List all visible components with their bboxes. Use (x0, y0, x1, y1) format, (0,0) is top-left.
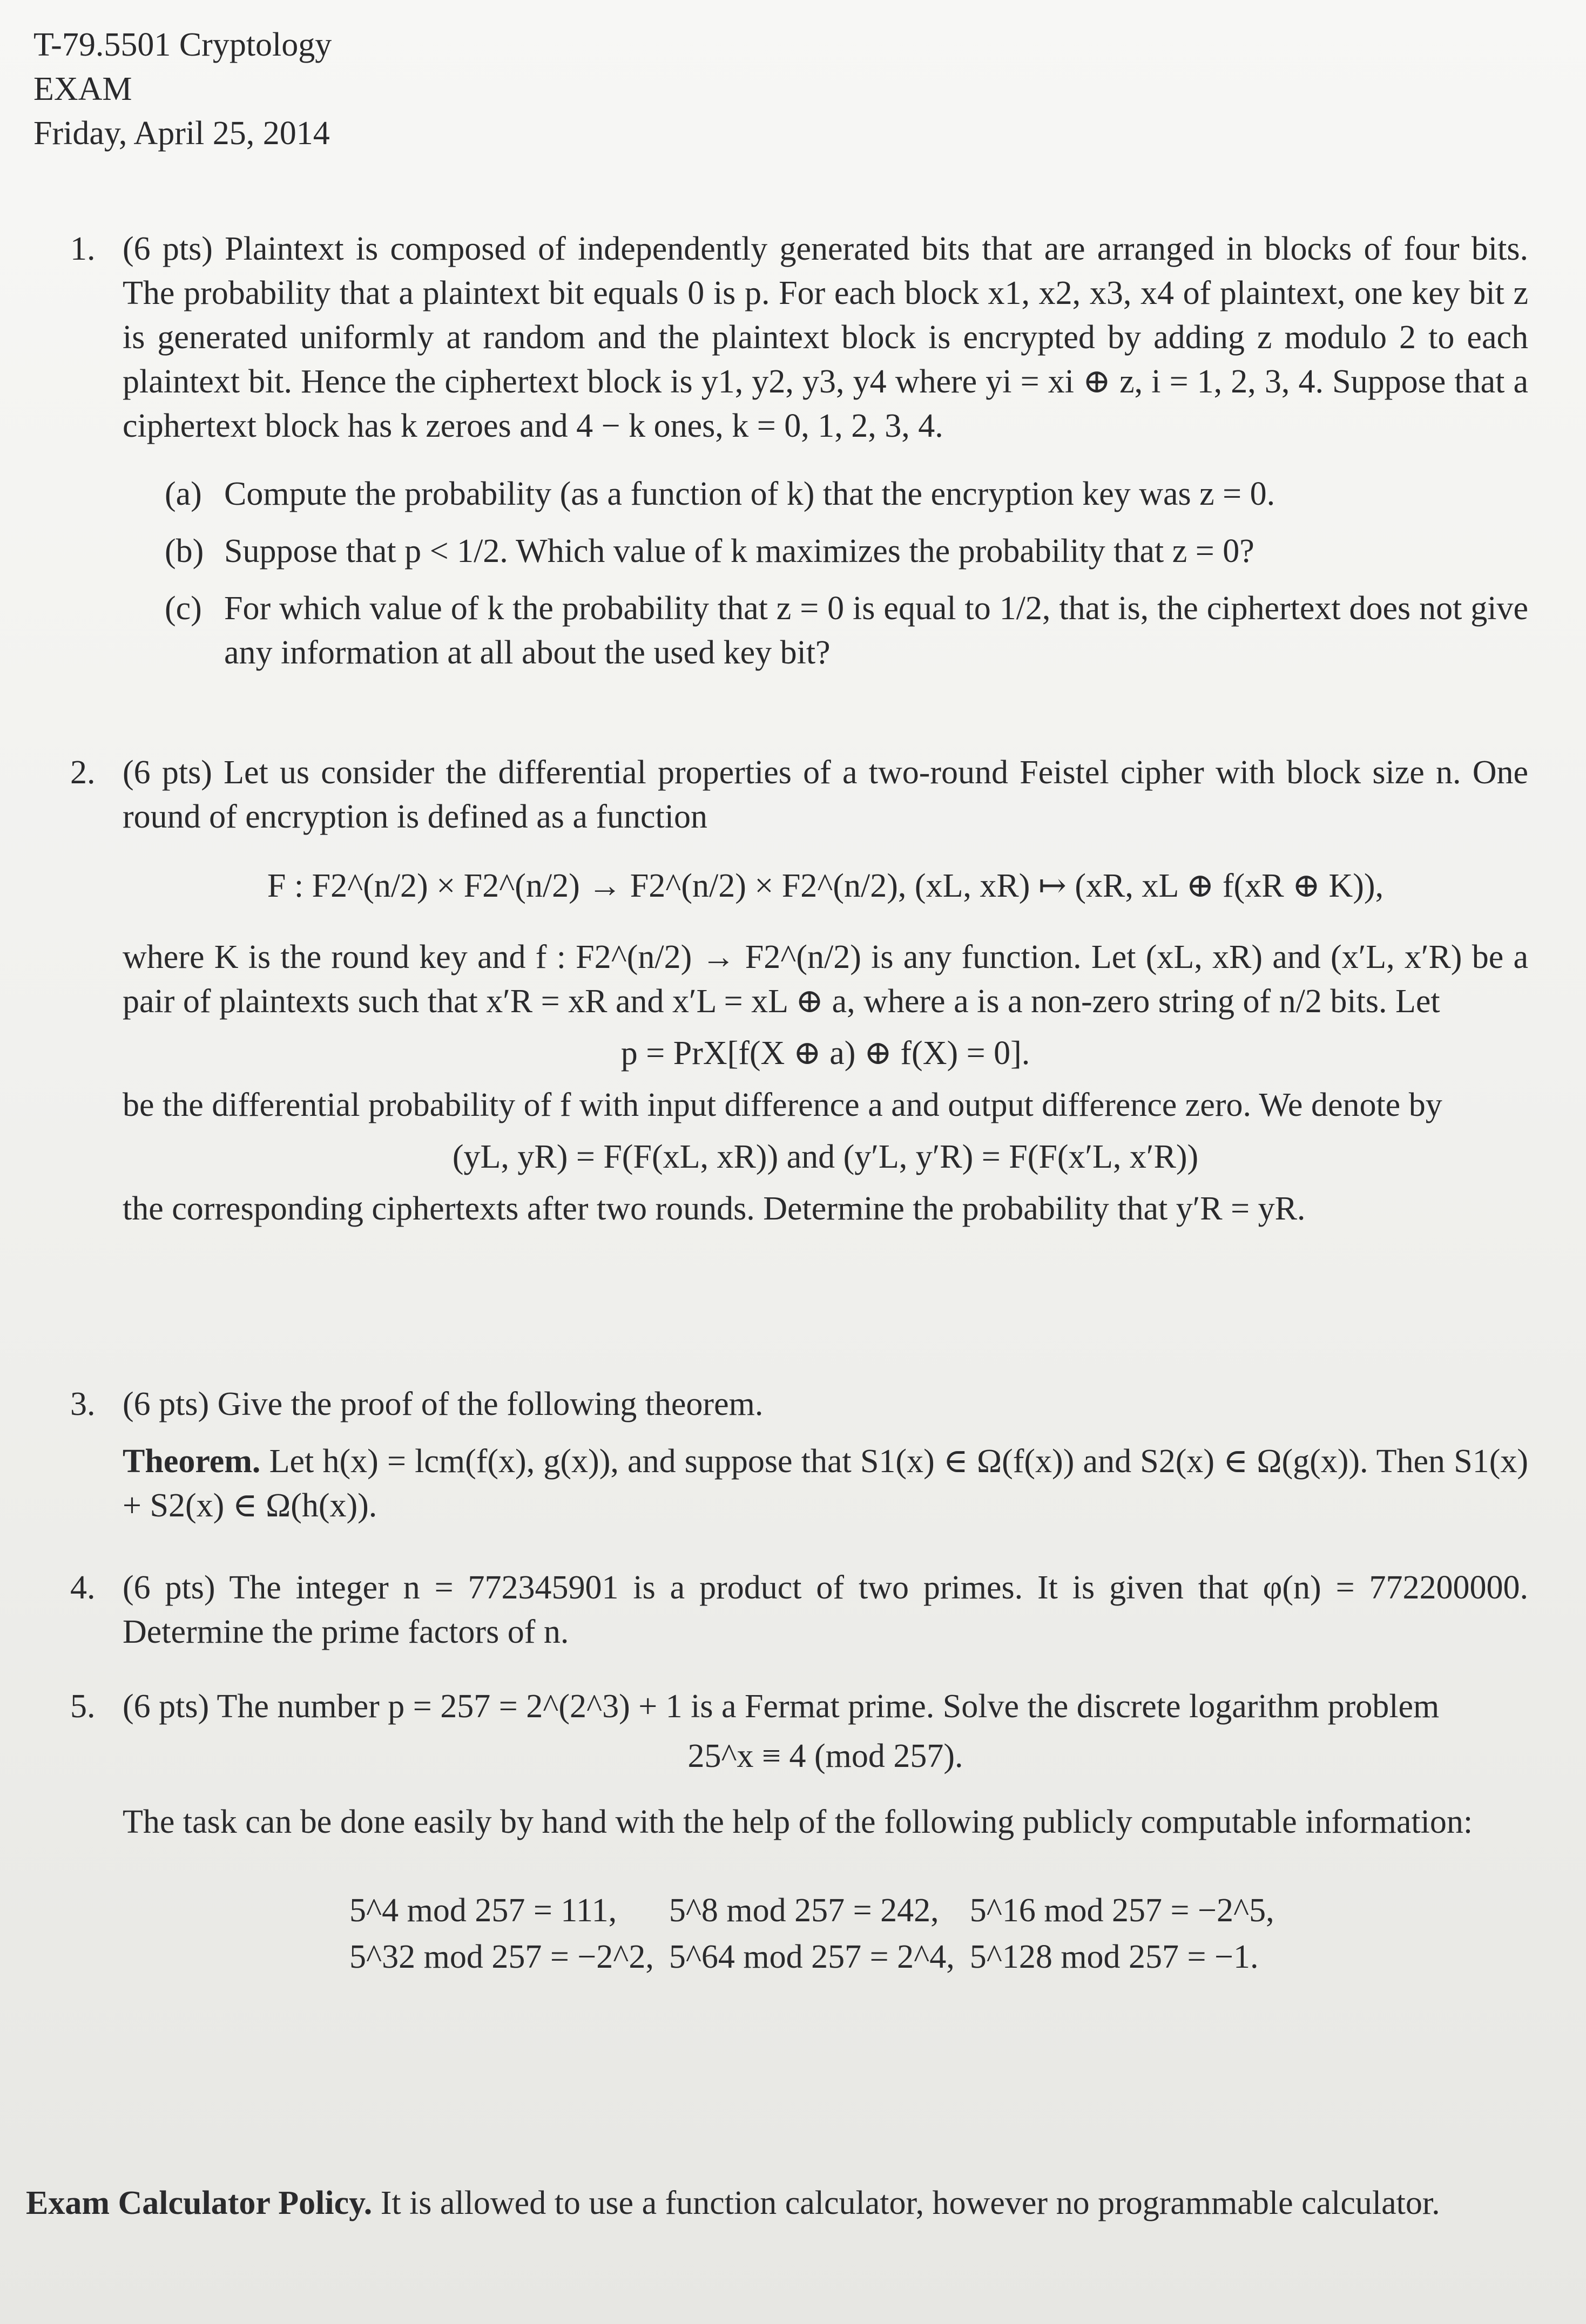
question-2-task: the corresponding ciphertexts after two rounds. Determine the probability that y′R = yR. (123, 1190, 1306, 1227)
ciphertext-equation: (yL, yR) = F(F(xL, xR)) and (y′L, y′R) = F(F(x′L, x′R)) (452, 1139, 1199, 1175)
part-text: Compute the probability (as a function of k) that the encryption key was z = 0. (224, 476, 1275, 512)
question-1a (165, 472, 1528, 516)
question-3-intro: (6 pts) Give the proof of the following theorem. (123, 1386, 764, 1422)
question-1-text: (6 pts) Plaintext is composed of independently generated bits that are arranged in blocks of four bits. The probability that a plaintext bit equals 0 is p. For each block x1, x2, x3, x4 of plaintext, one key bit z is generated uniformly at random and the plaintext block is encrypted by adding z modulo 2 to each plaintext bit. Hence the ciphertext block is y1, y2, y3, y4 where yi = xi ⊕ z, i = 1, 2, 3, 4. Suppose that a ciphertext block has k zeroes and 4 − k ones, k = 0, 1, 2, 3, 4. (123, 231, 1528, 444)
modular-powers-table (349, 1887, 1290, 1980)
exam-header (33, 23, 332, 155)
policy-text: It is allowed to use a function calculator, however no programmable calculator. (380, 2185, 1440, 2221)
theorem-text: Let h(x) = lcm(f(x), g(x)), and suppose that S1(x) ∈ Ω(f(x)) and S2(x) ∈ Ω(g(x)). Then S1(x) + S2(x) ∈ Ω(h(x)). (123, 1443, 1528, 1524)
calculator-policy (26, 2181, 1538, 2225)
differential-probability-equation: p = PrX[f(X ⊕ a) ⊕ f(X) = 0]. (620, 1035, 1030, 1072)
question-number: 4. (70, 1569, 96, 1606)
part-label: (c) (165, 590, 202, 627)
part-label: (a) (165, 476, 202, 512)
table-row (349, 1934, 1290, 1980)
exam-title: EXAM (33, 71, 132, 107)
discrete-log-equation: 25^x ≡ 4 (mod 257). (687, 1738, 963, 1774)
question-number: 2. (70, 754, 96, 791)
part-text: For which value of k the probability that z = 0 is equal to 1/2, that is, the ciphertext does not give any information at all about the used key bit? (224, 590, 1528, 671)
theorem-label: Theorem. (123, 1443, 261, 1480)
question-4 (70, 1566, 1528, 1654)
theorem (123, 1439, 1528, 1528)
power-fact: 5^64 mod 257 = 2^4, (669, 1939, 955, 1975)
power-fact: 5^32 mod 257 = −2^2, (349, 1939, 654, 1975)
course-title: T-79.5501 Cryptology (33, 26, 332, 63)
question-5-task: The task can be done easily by hand with the help of the following publicly computable information: (123, 1804, 1473, 1840)
question-4-text: (6 pts) The integer n = 772345901 is a product of two primes. It is given that φ(n) = 772200000. Determine the prime factors of n. (123, 1569, 1528, 1650)
question-number: 3. (70, 1386, 96, 1422)
question-2-intro: (6 pts) Let us consider the differential properties of a two-round Feistel cipher with block size n. One round of encryption is defined as a function (123, 754, 1528, 835)
power-fact: 5^4 mod 257 = 111, (349, 1892, 617, 1929)
question-2-definition: be the differential probability of f with input difference a and output difference zero. We denote by (123, 1087, 1442, 1123)
question-2 (70, 750, 1528, 1231)
question-2-where: where K is the round key and f : F2^(n/2) → F2^(n/2) is any function. Let (xL, xR) and (x′L, x′R) be a pair of plaintexts such that x′R = xR and x′L = xL ⊕ a, where a is a non-zero string of n/2 bits. Let (123, 939, 1528, 1020)
question-3 (70, 1382, 1528, 1528)
power-fact: 5^16 mod 257 = −2^5, (969, 1892, 1274, 1929)
table-row (349, 1887, 1290, 1934)
power-fact: 5^128 mod 257 = −1. (969, 1939, 1259, 1975)
question-number: 1. (70, 231, 96, 267)
question-1c (165, 586, 1528, 675)
question-number: 5. (70, 1688, 96, 1725)
question-1 (70, 227, 1528, 675)
part-label: (b) (165, 533, 204, 570)
policy-label: Exam Calculator Policy. (26, 2185, 373, 2221)
feistel-round-equation: F : F2^(n/2) × F2^(n/2) → F2^(n/2) × F2^(n/2), (xL, xR) ↦ (xR, xL ⊕ f(xR ⊕ K)), (267, 868, 1384, 904)
exam-date: Friday, April 25, 2014 (33, 115, 330, 152)
question-5-intro: (6 pts) The number p = 257 = 2^(2^3) + 1 is a Fermat prime. Solve the discrete logarithm problem (123, 1688, 1440, 1725)
part-text: Suppose that p < 1/2. Which value of k maximizes the probability that z = 0? (224, 533, 1254, 570)
question-1b (165, 529, 1528, 573)
question-5 (70, 1684, 1528, 1980)
power-fact: 5^8 mod 257 = 242, (669, 1892, 939, 1929)
